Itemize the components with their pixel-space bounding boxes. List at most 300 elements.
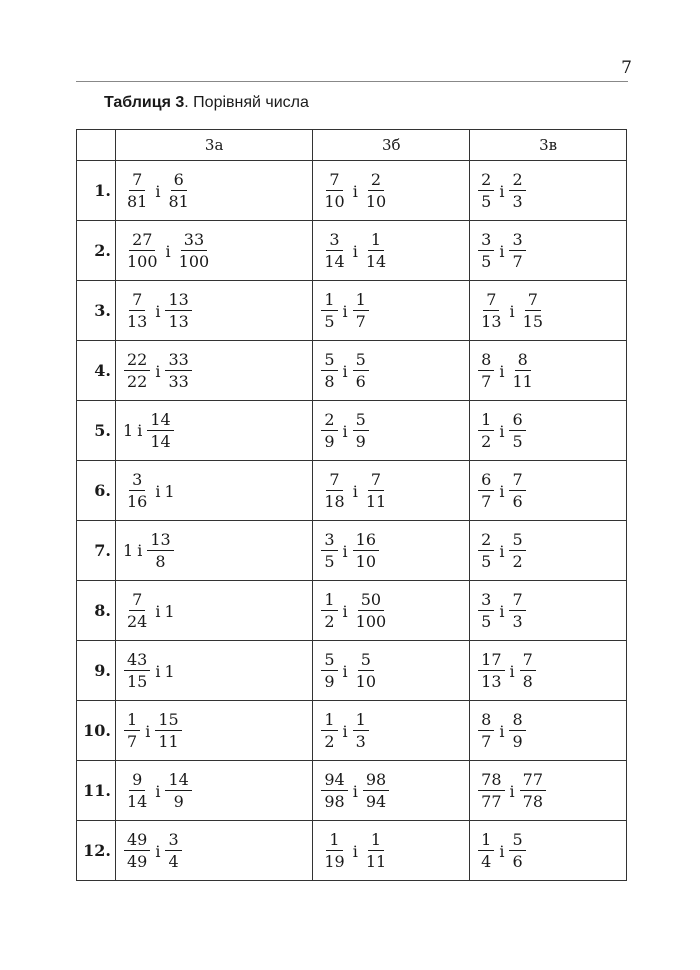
denominator: 8	[522, 672, 533, 691]
comparison-pair	[476, 411, 528, 451]
fraction	[478, 711, 494, 751]
numerator: 15	[155, 711, 181, 731]
comparison-cell	[470, 281, 627, 341]
denominator: 3	[355, 732, 366, 751]
fraction	[321, 231, 347, 271]
comparison-cell	[116, 761, 313, 821]
comparison-cell	[470, 401, 627, 461]
fraction	[478, 651, 504, 691]
denominator: 5	[481, 252, 492, 271]
conjunction: і	[499, 361, 505, 381]
comparison-cell	[116, 281, 313, 341]
fraction	[321, 831, 347, 871]
fraction	[124, 471, 150, 511]
header-number-column	[77, 130, 116, 161]
fraction	[165, 291, 191, 331]
comparison-cell	[313, 161, 470, 221]
fraction	[155, 711, 181, 751]
table-header-row	[77, 130, 627, 161]
conjunction: і	[352, 481, 358, 501]
denominator: 14	[150, 431, 171, 451]
header-rule	[76, 81, 628, 82]
denominator: 6	[512, 492, 523, 511]
fraction	[124, 291, 150, 331]
numerator: 5	[509, 831, 525, 851]
denominator: 9	[173, 792, 184, 811]
comparison-pair	[319, 351, 371, 391]
fraction	[124, 231, 161, 271]
denominator: 10	[355, 552, 376, 571]
denominator: 78	[522, 792, 544, 811]
fraction	[520, 651, 536, 691]
fraction	[478, 231, 494, 271]
denominator: 77	[481, 792, 502, 811]
fraction	[363, 831, 389, 871]
numerator: 3	[478, 231, 494, 251]
table-row	[77, 281, 627, 341]
fraction	[353, 591, 390, 631]
denominator: 18	[324, 492, 345, 511]
table-row	[77, 701, 627, 761]
comparison-pair	[476, 171, 528, 211]
fraction	[321, 531, 337, 571]
numerator: 5	[509, 531, 525, 551]
fraction	[478, 471, 494, 511]
fraction	[353, 291, 369, 331]
conjunction: і	[155, 181, 161, 201]
numerator: 1	[321, 291, 337, 311]
fraction	[478, 771, 504, 811]
denominator: 5	[481, 612, 492, 631]
numerator: 77	[520, 771, 546, 791]
comparison-cell	[470, 461, 627, 521]
comparison-pair	[122, 231, 214, 271]
numerator: 8	[478, 711, 494, 731]
conjunction: і	[499, 601, 505, 621]
comparison-cell	[116, 161, 313, 221]
denominator: 11	[512, 372, 533, 391]
denominator: 22	[127, 372, 148, 391]
fraction	[321, 351, 337, 391]
fraction	[353, 351, 369, 391]
denominator: 10	[324, 192, 345, 211]
comparison-pair	[319, 831, 391, 871]
conjunction: і	[509, 781, 515, 801]
numerator: 6	[171, 171, 187, 191]
conjunction: і	[499, 181, 505, 201]
fraction	[124, 651, 150, 691]
numerator: 49	[124, 831, 150, 851]
fraction	[509, 411, 525, 451]
table-row	[77, 821, 627, 881]
conjunction: і	[342, 421, 348, 441]
denominator: 19	[324, 852, 345, 871]
fraction	[176, 231, 213, 271]
denominator: 15	[127, 672, 148, 691]
numerator: 13	[147, 531, 173, 551]
denominator: 13	[127, 312, 148, 331]
row-number: 11.	[77, 761, 116, 821]
numerator: 8	[509, 711, 525, 731]
whole-number: 1	[164, 661, 175, 681]
fraction	[520, 291, 546, 331]
comparison-pair	[476, 531, 528, 571]
comparison-cell	[116, 461, 313, 521]
comparison-cell	[313, 701, 470, 761]
conjunction: і	[352, 241, 358, 261]
denominator: 7	[481, 732, 492, 751]
comparison-pair	[122, 351, 194, 391]
denominator: 7	[355, 312, 366, 331]
row-number: 3.	[77, 281, 116, 341]
denominator: 94	[365, 792, 387, 811]
row-number: 1.	[77, 161, 116, 221]
fraction	[165, 351, 191, 391]
fraction	[353, 411, 369, 451]
fraction	[509, 471, 525, 511]
numerator: 7	[509, 471, 525, 491]
comparison-pair	[476, 771, 548, 811]
row-number: 5.	[77, 401, 116, 461]
row-number: 8.	[77, 581, 116, 641]
fraction	[321, 291, 337, 331]
table-row	[77, 341, 627, 401]
conjunction: і	[342, 301, 348, 321]
denominator: 33	[168, 372, 189, 391]
comparison-cell	[116, 581, 313, 641]
numerator: 1	[368, 231, 384, 251]
denominator: 8	[155, 551, 166, 571]
comparison-pair	[122, 531, 176, 571]
comparison-pair	[476, 351, 538, 391]
numerator: 5	[353, 411, 369, 431]
fraction	[321, 471, 347, 511]
comparison-pair	[476, 291, 548, 331]
comparison-cell	[116, 641, 313, 701]
conjunction: і	[352, 181, 358, 201]
conjunction: і	[342, 361, 348, 381]
conjunction: і	[155, 481, 161, 501]
fraction	[478, 351, 494, 391]
fraction	[509, 351, 535, 391]
comparison-pair	[122, 831, 184, 871]
denominator: 5	[324, 552, 335, 571]
denominator: 11	[365, 492, 387, 511]
table-row	[77, 161, 627, 221]
comparison-pair	[319, 471, 391, 511]
numerator: 33	[165, 351, 191, 371]
row-number: 2.	[77, 221, 116, 281]
comparison-cell	[313, 221, 470, 281]
row-number: 12.	[77, 821, 116, 881]
table-row	[77, 401, 627, 461]
fraction	[321, 171, 347, 211]
numerator: 7	[368, 471, 384, 491]
conjunction: і	[342, 541, 348, 561]
denominator: 11	[158, 732, 179, 751]
conjunction: і	[155, 841, 161, 861]
page-number: 7	[621, 58, 632, 78]
comparison-cell	[470, 161, 627, 221]
numerator: 1	[478, 411, 494, 431]
denominator: 81	[168, 192, 189, 211]
table-row	[77, 521, 627, 581]
numerator: 6	[478, 471, 494, 491]
numerator: 8	[515, 351, 531, 371]
denominator: 11	[365, 852, 387, 871]
denominator: 5	[481, 192, 492, 211]
comparison-table	[76, 129, 627, 881]
fraction	[353, 651, 379, 691]
conjunction: і	[499, 481, 505, 501]
table-row	[77, 221, 627, 281]
comparison-cell	[470, 701, 627, 761]
numerator: 1	[478, 831, 494, 851]
conjunction: і	[352, 841, 358, 861]
fraction	[363, 471, 389, 511]
fraction	[478, 171, 494, 211]
fraction	[509, 711, 525, 751]
comparison-pair	[476, 831, 528, 871]
numerator: 1	[353, 711, 369, 731]
comparison-cell	[116, 701, 313, 761]
numerator: 7	[326, 171, 342, 191]
denominator: 2	[324, 732, 335, 751]
numerator: 5	[353, 351, 369, 371]
conjunction: і	[499, 721, 505, 741]
numerator: 14	[165, 771, 191, 791]
conjunction: і	[155, 781, 161, 801]
comparison-pair	[319, 711, 371, 751]
fraction	[509, 531, 525, 571]
numerator: 1	[368, 831, 384, 851]
comparison-cell	[470, 761, 627, 821]
numerator: 1	[124, 711, 140, 731]
table-row	[77, 641, 627, 701]
numerator: 3	[321, 531, 337, 551]
comparison-pair	[319, 291, 371, 331]
denominator: 14	[324, 252, 345, 271]
table-caption	[104, 94, 309, 112]
conjunction: і	[509, 301, 515, 321]
comparison-cell	[313, 521, 470, 581]
denominator: 100	[127, 252, 158, 271]
fraction	[509, 231, 525, 271]
comparison-pair	[319, 651, 381, 691]
denominator: 9	[355, 432, 366, 451]
fraction	[147, 531, 173, 571]
denominator: 24	[127, 612, 148, 631]
row-number: 4.	[77, 341, 116, 401]
table-row	[77, 461, 627, 521]
fraction	[124, 591, 150, 631]
numerator: 7	[129, 171, 145, 191]
table-row	[77, 581, 627, 641]
denominator: 16	[127, 492, 148, 511]
comparison-cell	[470, 821, 627, 881]
header-column-3b: 3б	[313, 130, 470, 161]
numerator: 3	[478, 591, 494, 611]
denominator: 10	[365, 192, 387, 211]
numerator: 5	[321, 651, 337, 671]
numerator: 78	[478, 771, 504, 791]
denominator: 14	[127, 792, 148, 811]
numerator: 33	[181, 231, 207, 251]
denominator: 13	[168, 312, 189, 331]
fraction	[363, 231, 389, 271]
denominator: 7	[481, 372, 492, 391]
fraction	[363, 771, 389, 811]
conjunction: і	[342, 601, 348, 621]
comparison-cell	[116, 821, 313, 881]
numerator: 13	[165, 291, 191, 311]
fraction	[478, 831, 494, 871]
numerator: 94	[321, 771, 347, 791]
numerator: 2	[321, 411, 337, 431]
conjunction: і	[155, 301, 161, 321]
row-number: 7.	[77, 521, 116, 581]
numerator: 17	[478, 651, 504, 671]
comparison-pair	[476, 231, 528, 271]
numerator: 1	[321, 711, 337, 731]
denominator: 13	[481, 672, 502, 691]
denominator: 49	[127, 852, 148, 871]
conjunction: і	[155, 361, 161, 381]
conjunction: і	[509, 661, 515, 681]
numerator: 3	[165, 831, 181, 851]
comparison-cell	[313, 281, 470, 341]
numerator: 2	[509, 171, 525, 191]
denominator: 5	[481, 552, 492, 571]
denominator: 98	[324, 792, 345, 811]
numerator: 22	[124, 351, 150, 371]
numerator: 7	[520, 651, 536, 671]
denominator: 9	[324, 432, 335, 451]
denominator: 13	[481, 312, 502, 331]
comparison-pair	[319, 231, 391, 271]
numerator: 50	[358, 591, 384, 611]
fraction	[478, 591, 494, 631]
numerator: 1	[326, 831, 342, 851]
comparison-cell	[313, 821, 470, 881]
conjunction: і	[499, 841, 505, 861]
whole-number: 1	[164, 481, 175, 501]
numerator: 98	[363, 771, 389, 791]
conjunction: і	[499, 241, 505, 261]
conjunction: і	[145, 721, 151, 741]
denominator: 100	[178, 252, 210, 271]
comparison-pair	[319, 411, 371, 451]
numerator: 3	[326, 231, 342, 251]
numerator: 14	[147, 411, 173, 431]
denominator: 6	[512, 852, 523, 871]
fraction	[165, 771, 191, 811]
denominator: 14	[365, 252, 387, 271]
comparison-pair	[319, 591, 391, 631]
denominator: 9	[512, 732, 523, 751]
conjunction: і	[499, 541, 505, 561]
fraction	[321, 771, 347, 811]
denominator: 4	[481, 852, 492, 871]
numerator: 7	[129, 291, 145, 311]
numerator: 43	[124, 651, 150, 671]
fraction	[124, 351, 150, 391]
fraction	[124, 171, 150, 211]
denominator: 15	[522, 312, 544, 331]
whole-number: 1	[164, 601, 175, 621]
comparison-cell	[116, 341, 313, 401]
denominator: 2	[324, 612, 335, 631]
numerator: 7	[525, 291, 541, 311]
comparison-pair	[122, 471, 176, 511]
fraction	[353, 531, 379, 571]
fraction	[509, 171, 525, 211]
comparison-pair	[122, 651, 176, 691]
conjunction: і	[155, 601, 161, 621]
denominator: 81	[127, 192, 148, 211]
conjunction: і	[137, 541, 143, 560]
fraction	[321, 591, 337, 631]
denominator: 3	[512, 192, 523, 211]
numerator: 5	[321, 351, 337, 371]
numerator: 1	[321, 591, 337, 611]
denominator: 7	[481, 492, 492, 511]
conjunction: і	[342, 661, 348, 681]
fraction	[321, 711, 337, 751]
fraction	[520, 771, 546, 811]
numerator: 3	[129, 471, 145, 491]
comparison-pair	[476, 651, 538, 691]
numerator: 7	[509, 591, 525, 611]
denominator: 7	[512, 252, 523, 271]
fraction	[124, 771, 150, 811]
fraction	[478, 411, 494, 451]
comparison-pair	[122, 291, 194, 331]
row-number: 6.	[77, 461, 116, 521]
comparison-pair	[122, 411, 176, 451]
whole-number: 1	[123, 541, 134, 560]
comparison-pair	[319, 531, 381, 571]
fraction	[124, 711, 140, 751]
comparison-pair	[319, 771, 391, 811]
denominator: 3	[512, 612, 523, 631]
comparison-cell	[313, 401, 470, 461]
header-column-3a: 3а	[116, 130, 313, 161]
fraction	[478, 531, 494, 571]
conjunction: і	[499, 421, 505, 441]
denominator: 8	[324, 372, 335, 391]
header-column-3v: 3в	[470, 130, 627, 161]
fraction	[478, 291, 504, 331]
numerator: 2	[478, 531, 494, 551]
caption-label: Таблиця 3	[104, 94, 185, 111]
fraction	[321, 651, 337, 691]
numerator: 7	[483, 291, 499, 311]
comparison-cell	[313, 641, 470, 701]
comparison-pair	[122, 711, 184, 751]
numerator: 2	[368, 171, 384, 191]
denominator: 6	[355, 372, 366, 391]
fraction	[147, 411, 173, 451]
numerator: 9	[129, 771, 145, 791]
numerator: 3	[509, 231, 525, 251]
fraction	[509, 831, 525, 871]
caption-text: . Порівняй числа	[184, 94, 309, 111]
comparison-pair	[122, 771, 194, 811]
comparison-pair	[122, 591, 176, 631]
comparison-cell	[313, 461, 470, 521]
denominator: 10	[355, 672, 376, 691]
